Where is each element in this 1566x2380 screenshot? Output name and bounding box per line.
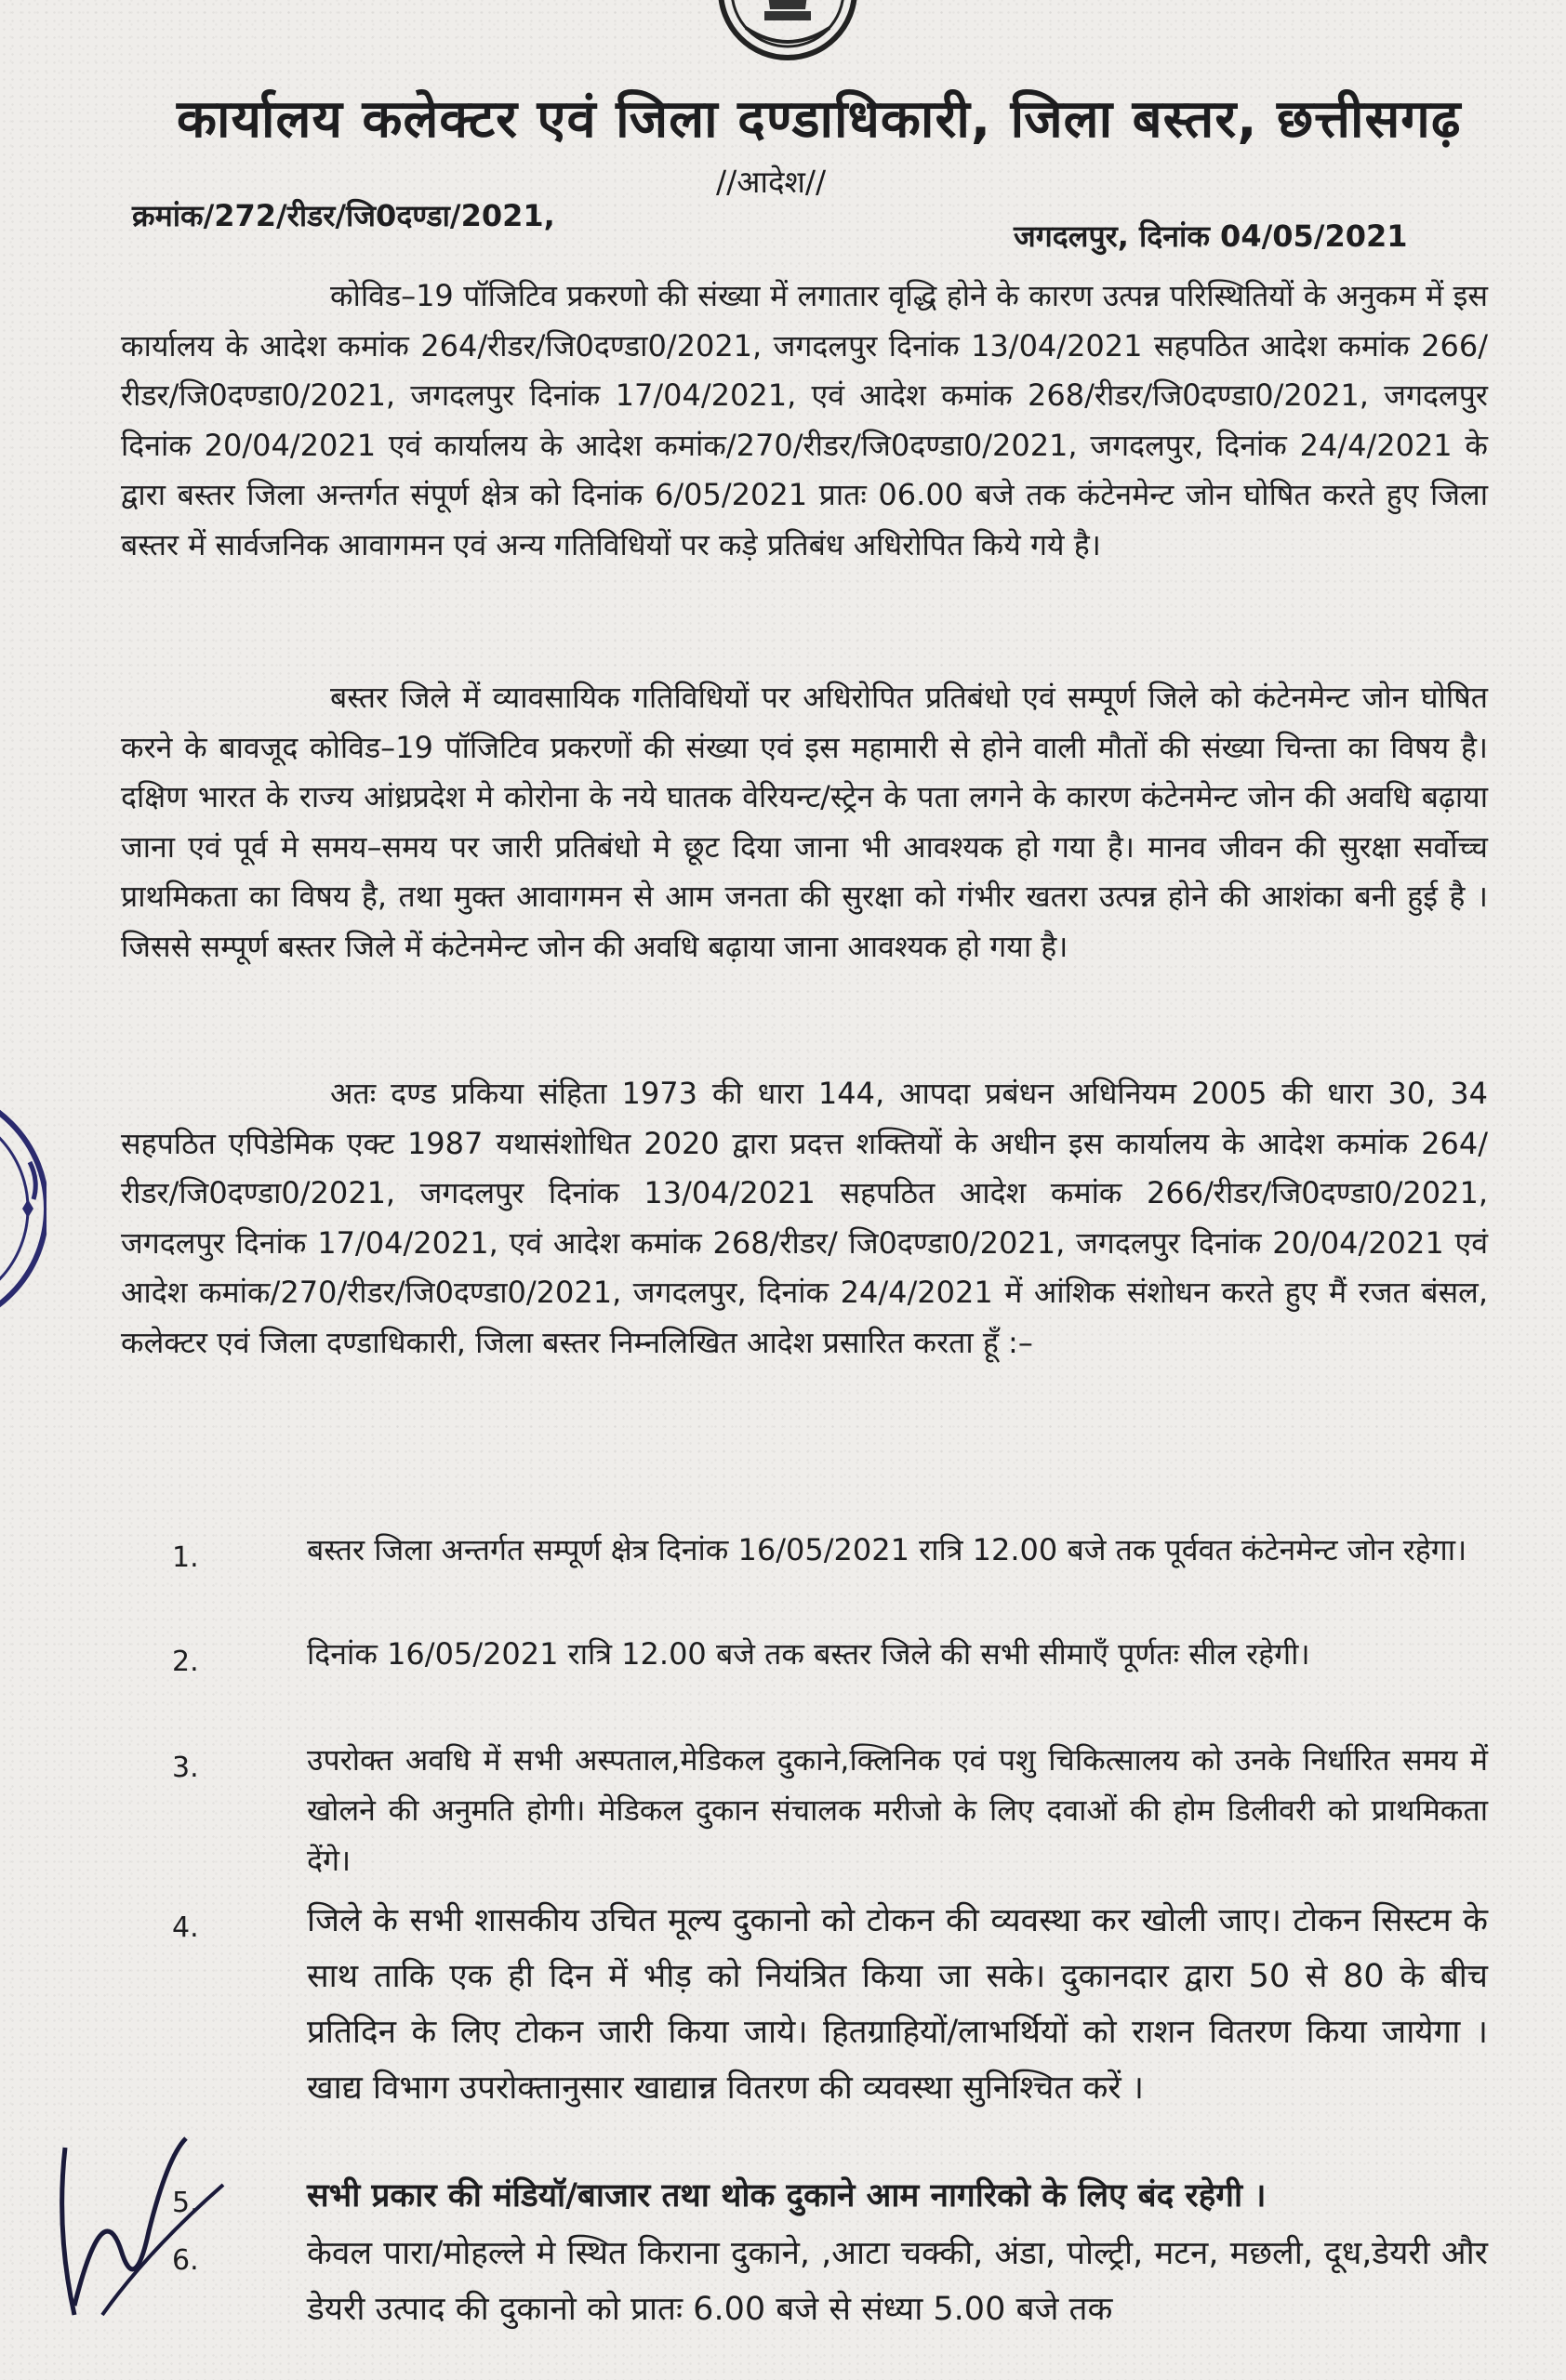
item-number: 6. bbox=[172, 2244, 199, 2277]
paragraph-1 bbox=[121, 271, 1488, 570]
place-date: जगदलपुर, दिनांक 04/05/2021 bbox=[1014, 218, 1408, 254]
office-seal-stamp bbox=[0, 1069, 46, 1348]
state-emblem bbox=[709, 0, 867, 65]
item-number: 1. bbox=[172, 1541, 199, 1574]
paragraph-1-text: कोविड–19 पॉजिटिव प्रकरणो की संख्या में लगातार वृद्धि होने के कारण उत्पन्न परिस्थितियों के अनुकम में इस कार्यालय के आदेश कमांक 264/रीडर/जि0दण्डा0/2021, जगदलपुर दिनांक 13/04/2021 सहपठित आदेश कमांक 266/रीडर/जि0दण्डा0/2021, जगदलपुर दिनांक 17/04/2021, एवं आदेश कमांक 268/रीडर/जि0दण्डा0/2021, जगदलपुर दिनांक 20/04/2021 एवं कार्यालय के आदेश कमांक/270/रीडर/जि0दण्डा0/2021, जगदलपुर, दिनांक 24/4/2021 के द्वारा बस्तर जिला अन्तर्गत संपूर्ण क्षेत्र को दिनांक 6/05/2021 प्रातः 06.00 बजे तक कंटेनमेन्ट जोन घोषित करते हुए जिला बस्तर में सार्वजनिक आवागमन एवं अन्य गतिविधियों पर कड़े प्रतिबंध अधिरोपित किये गये है। bbox=[121, 278, 1488, 562]
item-text: केवल पारा/मोहल्ले मे स्थित किराना दुकाने, ,आटा चक्की, अंडा, पोल्ट्री, मटन, मछली, दूध,डेयरी और डेयरी उत्पाद की दुकानो को प्रातः 6.00 बजे से संध्या 5.00 बजे तक bbox=[307, 2235, 1488, 2328]
item-text: बस्तर जिला अन्तर्गत सम्पूर्ण क्षेत्र दिनांक 16/05/2021 रात्रि 12.00 बजे तक पूर्ववत कंटेनमेन्ट जोन रहेगा। bbox=[307, 1532, 1467, 1567]
item-number: 3. bbox=[172, 1752, 199, 1784]
item-text: उपरोक्त अवधि में सभी अस्पताल,मेडिकल दुकाने,क्लिनिक एवं पशु चिकित्सालय को उनके निर्धारित समय में खोलने की अनुमति होगी। मेडिकल दुकान संचालक मरीजो के लिए दवाओं की होम डिलीवरी को प्राथमिकता देंगे। bbox=[307, 1742, 1488, 1878]
paragraph-3-text: अतः दण्ड प्रकिया संहिता 1973 की धारा 144, आपदा प्रबंधन अधिनियम 2005 की धारा 30, 34 सहपठित एपिडेमिक एक्ट 1987 यथासंशोधित 2020 द्वारा प्रदत्त शक्तियों के अधीन इस कार्यालय के आदेश कमांक 264/रीडर/जि0दण्डा0/2021, जगदलपुर दिनांक 13/04/2021 सहपठित आदेश कमांक 266/रीडर/जि0दण्डा0/2021, जगदलपुर दिनांक 17/04/2021, एवं आदेश कमांक 268/रीडर/ जि0दण्डा0/2021, जगदलपुर दिनांक 20/04/2021 एवं आदेश कमांक/270/रीडर/जि0दण्डा0/2021, जगदलपुर, दिनांक 24/4/2021 में आंशिक संशोधन करते हुए मैं रजत बंसल, कलेक्टर एवं जिला दण्डाधिकारी, जिला बस्तर निम्नलिखित आदेश प्रसारित करता हूँ :– bbox=[121, 1076, 1488, 1360]
item-number: 4. bbox=[172, 1911, 199, 1944]
item-text: सभी प्रकार की मंडियॉ/बाजार तथा थोक दुकाने आम नागरिको के लिए बंद रहेगी । bbox=[307, 2177, 1267, 2215]
order-label: //आदेश// bbox=[716, 164, 827, 200]
paragraph-3 bbox=[121, 1069, 1488, 1368]
paragraph-2-text: बस्तर जिले में व्यावसायिक गतिविधियों पर अधिरोपित प्रतिबंधो एवं सम्पूर्ण जिले को कंटेनमेन्ट जोन घोषित करने के बावजूद कोविड–19 पॉजिटिव प्रकरणों की संख्या एवं इस महामारी से होने वाली मौतों की संख्या चिन्ता का विषय है। दक्षिण भारत के राज्य आंध्रप्रदेश मे कोरोना के नये घातक वेरियन्ट/स्ट्रेन के पता लगने के कारण कंटेनमेन्ट जोन की अवधि बढ़ाया जाना एवं पूर्व मे समय–समय पर जारी प्रतिबंधो मे छूट दिया जाना भी आवश्यक हो गया है। मानव जीवन की सुरक्षा सर्वोच्च प्राथमिकता का विषय है, तथा मुक्त आवागमन से आम जनता की सुरक्षा को गंभीर खतरा उत्पन्न होने की आशंका बनी हुई है । जिससे सम्पूर्ण बस्तर जिले में कंटेनमेन्ट जोन की अवधि बढ़ाया जाना आवश्यक हो गया है। bbox=[121, 680, 1488, 964]
item-number: 5. bbox=[172, 2187, 199, 2219]
reference-number: क्रमांक/272/रीडर/जि0दण्डा/2021, bbox=[132, 198, 555, 233]
handwritten-signature bbox=[46, 2120, 232, 2334]
paragraph-2 bbox=[121, 673, 1488, 972]
office-title: कार्यालय कलेक्टर एवं जिला दण्डाधिकारी, जिला बस्तर, छत्तीसगढ़ bbox=[177, 89, 1462, 150]
item-number: 2. bbox=[172, 1646, 199, 1678]
item-text: दिनांक 16/05/2021 रात्रि 12.00 बजे तक बस्तर जिले की सभी सीमाएँ पूर्णतः सील रहेगी। bbox=[307, 1636, 1310, 1672]
item-text: जिले के सभी शासकीय उचित मूल्य दुकानो को टोकन की व्यवस्था कर खोली जाए। टोकन सिस्टम के साथ ताकि एक ही दिन में भीड़ को नियंत्रित किया जा सके। दुकानदार द्वारा 50 से 80 के बीच प्रतिदिन के लिए टोकन जारी किया जाये। हितग्राहियों/लाभर्थियों को राशन वितरण किया जायेगा । खाद्य विभाग उपरोक्तानुसार खाद्यान्न वितरण की व्यवस्था सुनिश्चित करें । bbox=[307, 1902, 1488, 2107]
